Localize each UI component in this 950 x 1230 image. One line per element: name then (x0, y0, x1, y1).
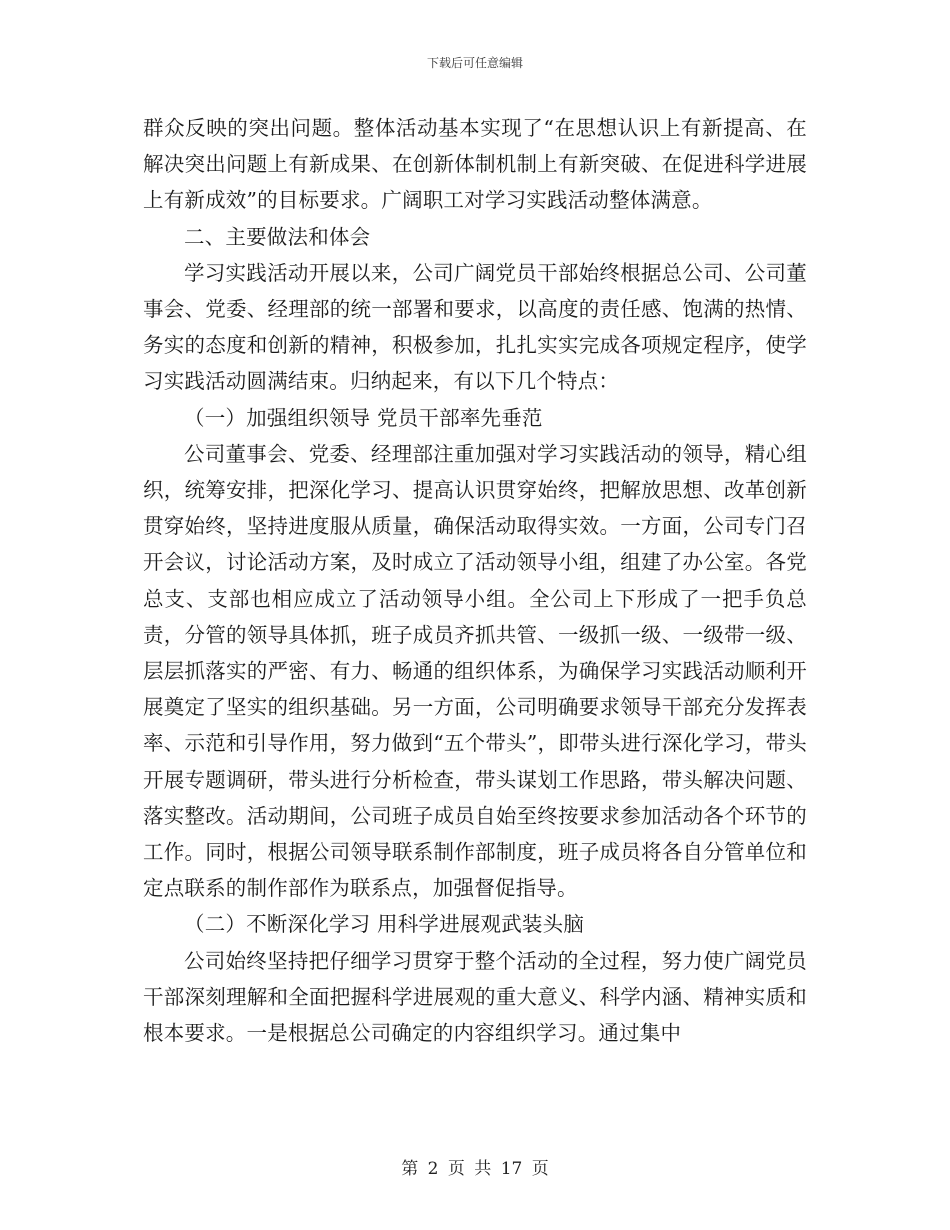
paragraph: 群众反映的突出问题。整体活动基本实现了“在思想认识上有新提高、在解决突出问题上有新成果、在创新体制机制上有新突破、在促进科学进展上有新成效”的目标要求。广阔职工对学习实践活动整体满意。 (143, 116, 807, 213)
page-number-footer: 第 2 页 共 17 页 (401, 1159, 549, 1179)
paragraph: 公司董事会、党委、经理部注重加强对学习实践活动的领导，精心组织，统筹安排，把深化学习、提高认识贯穿始终，把解放思想、改革创新贯穿始终，坚持进度服从质量，确保活动取得实效。一方面，公司专门召开会议，讨论活动方案，及时成立了活动领导小组，组建了办公室。各党总支、支部也相应成立了活动领导小组。全公司上下形成了一把手负总责，分管的领导具体抓，班子成员齐抓共管、一级抓一级、一级带一级、层层抓落实的严密、有力、畅通的组织体系，为确保学习实践活动顺利开展奠定了坚实的组织基础。另一方面，公司明确要求领导干部充分发挥表率、示范和引导作用，努力做到“五个带头”，即带头进行深化学习，带头开展专题调研，带头进行分析检查，带头谋划工作思路，带头解决问题、落实整改。活动期间，公司班子成员自始至终按要求参加活动各个环节的工作。同时，根据公司领导联系制作部制度，班子成员将各自分管单位和定点联系的制作部作为联系点，加强督促指导。 (143, 441, 807, 901)
document-body (143, 110, 807, 1051)
subsection-heading: （一）加强组织领导 党员干部率先垂范 (184, 405, 543, 430)
subsection-heading: （二）不断深化学习 用科学进展观武装头脑 (184, 912, 585, 937)
page-header-note: 下载后可任意编辑 (426, 56, 523, 70)
paragraph: 公司始终坚持把仔细学习贯穿于整个活动的全过程，努力使广阔党员干部深刻理解和全面把握科学进展观的重大意义、科学内涵、精神实质和根本要求。一是根据总公司确定的内容组织学习。通过集中 (143, 948, 807, 1046)
paragraph: 学习实践活动开展以来，公司广阔党员干部始终根据总公司、公司董事会、党委、经理部的统一部署和要求，以高度的责任感、饱满的热情、务实的态度和创新的精神，积极参加，扎扎实实完成各项规定程序，使学习实践活动圆满结束。归纳起来，有以下几个特点： (143, 260, 807, 394)
section-heading: 二、主要做法和体会 (184, 224, 371, 249)
